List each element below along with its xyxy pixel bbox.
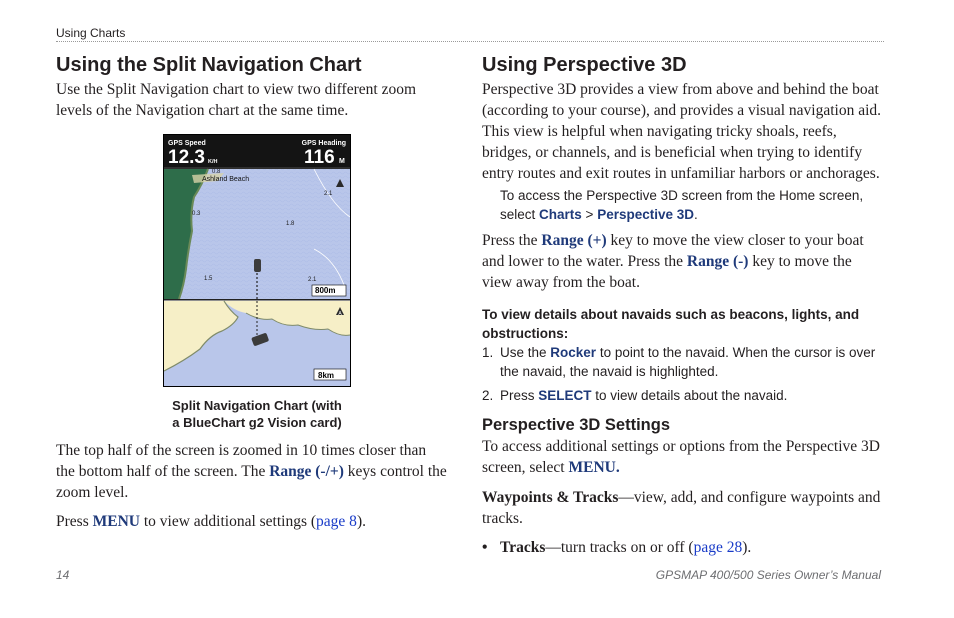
step-item: 1. Use the Rocker to point to the navaid. When the cursor is over the navaid, the navaid is highlighted. (482, 345, 876, 379)
running-head: Using Charts (56, 26, 126, 40)
scale-top: 800m (315, 286, 336, 295)
zoom-paragraph: The top half of the screen is zoomed in 10 times closer than the bottom half of the screen. The Range (-/+) keys control the zoom level. (56, 442, 447, 501)
range-plus-key: Range (+) (541, 232, 607, 249)
page-8-link[interactable]: page 8 (316, 513, 357, 530)
depth-label: 1.8 (286, 221, 295, 227)
menu-key: MENU (568, 459, 616, 476)
menu-paragraph: Press MENU to view additional settings (page 8). (56, 513, 366, 530)
settings-paragraph: To access additional settings or options from the Perspective 3D screen, select MENU. (482, 438, 880, 476)
caption-line: Split Navigation Chart (with (172, 398, 342, 413)
figure-caption (150, 397, 364, 431)
bullet-glyph: • (482, 539, 488, 556)
depth-label: 2.1 (324, 191, 333, 197)
depth-label: 2.1 (308, 277, 317, 283)
depth-label: 1.5 (204, 276, 213, 282)
scale-bottom: 8km (318, 371, 335, 380)
chart-screenshot (164, 135, 350, 386)
rocker-key: Rocker (550, 345, 597, 360)
page-28-link[interactable]: page 28 (693, 539, 743, 556)
tracks-bullet: • Tracks—turn tracks on or off (page 28). (482, 539, 752, 556)
perspective-3d-menu-item: Perspective 3D (597, 206, 694, 222)
page-number: 14 (56, 568, 70, 582)
gps-speed-label: GPS Speed (168, 140, 206, 147)
split-intro-paragraph: Use the Split Navigation chart to view two different zoom levels of the Navigation chart at the same time. (56, 81, 417, 119)
waypoints-tracks-paragraph: Waypoints & Tracks—view, add, and configure waypoints and tracks. (482, 489, 881, 527)
manual-title: GPSMAP 400/500 Series Owner’s Manual (655, 568, 881, 582)
menu-key: MENU (92, 513, 140, 530)
gps-heading-label: GPS Heading (301, 140, 346, 147)
section-heading-perspective-3d: Using Perspective 3D (482, 54, 687, 76)
header-rule (56, 41, 884, 42)
waypoints-tracks-option: Waypoints & Tracks (482, 489, 619, 506)
right-column (482, 54, 884, 184)
perspective-settings-heading: Perspective 3D Settings (482, 416, 670, 434)
navaids-procedure-heading: To view details about navaids such as beacons, lights, and obstructions: (482, 307, 860, 341)
split-navigation-chart-figure (163, 134, 351, 387)
step-item: 2. Press SELECT to view details about the navaid. (482, 388, 788, 403)
caption-line: a BlueChart g2 Vision card) (172, 415, 342, 430)
section-heading-split-navigation: Using the Split Navigation Chart (56, 54, 362, 76)
range-paragraph: Press the Range (+) key to move the view closer to your boat and lower to the water. Press the Range (-) key to move the view away from the boat. (482, 232, 864, 291)
gps-heading-unit: M (339, 158, 345, 165)
north-marker: A (338, 311, 342, 317)
boat-icon (254, 259, 261, 272)
charts-menu-item: Charts (539, 206, 582, 222)
access-instruction: To access the Perspective 3D screen from the Home screen, select Charts > Perspective 3D. (500, 188, 864, 222)
navaids-steps (482, 344, 884, 406)
select-key: SELECT (538, 388, 592, 403)
gps-speed-unit: K/H (208, 159, 218, 165)
depth-label: 0.8 (212, 169, 221, 175)
gps-speed-value: 12.3 (168, 147, 205, 168)
depth-label: 0.3 (192, 211, 201, 217)
place-label: Ashland Beach (202, 176, 250, 183)
range-key: Range (-/+) (269, 463, 344, 480)
left-column (56, 54, 456, 121)
gps-heading-value: 116 (304, 147, 335, 168)
tracks-option: Tracks (500, 539, 546, 556)
range-minus-key: Range (-) (686, 253, 749, 270)
perspective-intro-paragraph: Perspective 3D provides a view from above and behind the boat (according to your course), and provides a visual navigation aid. This view is helpful when navigating tricky shoals, reefs, bridges, or channels, and is beneficial when trying to identify entry routes and exit routes in unfamiliar harbors or anchorages. (482, 81, 882, 182)
